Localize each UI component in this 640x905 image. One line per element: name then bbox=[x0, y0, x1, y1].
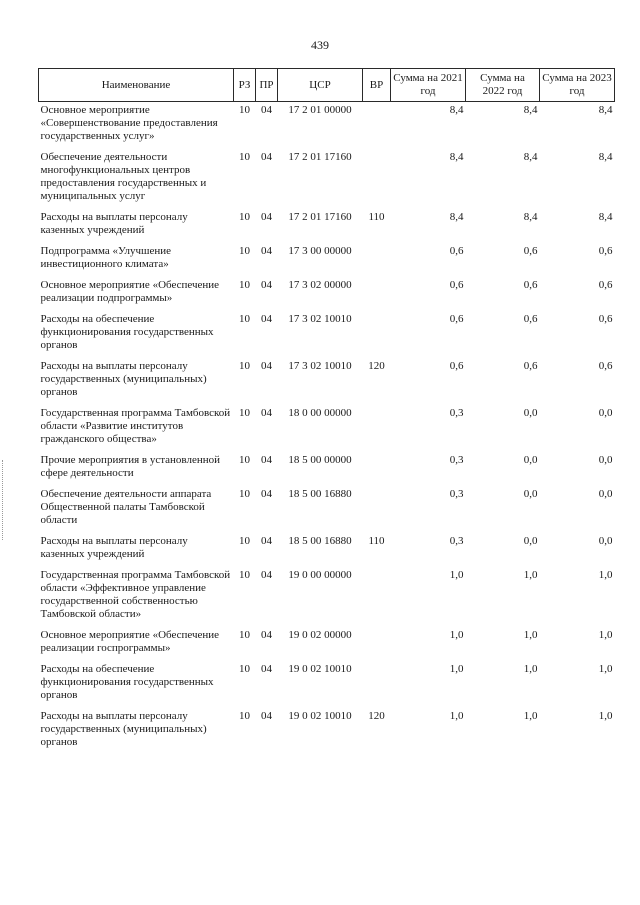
table-row bbox=[39, 405, 615, 452]
table-row bbox=[39, 209, 615, 243]
row-csr: 17 2 01 17160 bbox=[288, 151, 352, 163]
row-sum-2021: 8,4 bbox=[449, 211, 464, 223]
row-csr: 17 3 00 00000 bbox=[288, 245, 352, 257]
row-sum-2021: 0,6 bbox=[449, 245, 464, 257]
row-sum-2023: 8,4 bbox=[598, 104, 613, 116]
row-csr: 17 3 02 10010 bbox=[288, 313, 352, 325]
row-name: Расходы на обеспечение функционирования государственных органов bbox=[40, 663, 214, 701]
table-row bbox=[39, 486, 615, 533]
table-row bbox=[39, 277, 615, 311]
row-rz: 10 bbox=[239, 454, 250, 466]
row-csr: 18 5 00 16880 bbox=[288, 535, 352, 547]
budget-table bbox=[38, 68, 615, 755]
table-body bbox=[39, 102, 615, 756]
row-vr bbox=[363, 405, 391, 452]
row-sum-2023: 1,0 bbox=[598, 663, 613, 675]
row-sum-2023: 8,4 bbox=[598, 211, 613, 223]
row-sum-2023: 1,0 bbox=[598, 629, 613, 641]
row-csr: 19 0 00 00000 bbox=[288, 569, 352, 581]
row-sum-2021: 0,3 bbox=[449, 488, 464, 500]
row-sum-2023: 0,0 bbox=[598, 535, 613, 547]
row-sum-2021: 8,4 bbox=[449, 104, 464, 116]
header-name: Наименование bbox=[39, 69, 234, 102]
row-rz: 10 bbox=[239, 407, 250, 419]
row-rz: 10 bbox=[239, 313, 250, 325]
row-vr: 110 bbox=[368, 535, 385, 547]
row-rz: 10 bbox=[239, 151, 250, 163]
row-sum-2023: 0,6 bbox=[598, 360, 613, 372]
row-vr bbox=[363, 661, 391, 708]
row-rz: 10 bbox=[239, 663, 250, 675]
row-sum-2023: 1,0 bbox=[598, 569, 613, 581]
row-csr: 19 0 02 10010 bbox=[288, 710, 352, 722]
row-name: Обеспечение деятельности многофункциональных центров предоставления государственных и муниципальных услуг bbox=[40, 151, 207, 202]
row-vr bbox=[363, 627, 391, 661]
row-pr: 04 bbox=[261, 104, 272, 116]
table-row bbox=[39, 102, 615, 150]
row-sum-2022: 0,0 bbox=[523, 488, 538, 500]
row-sum-2021: 0,3 bbox=[449, 535, 464, 547]
row-sum-2021: 1,0 bbox=[449, 710, 464, 722]
row-rz: 10 bbox=[239, 535, 250, 547]
row-rz: 10 bbox=[239, 245, 250, 257]
row-sum-2023: 0,6 bbox=[598, 313, 613, 325]
header-2022: Сумма на 2022 год bbox=[466, 69, 540, 102]
table-row bbox=[39, 311, 615, 358]
row-pr: 04 bbox=[261, 629, 272, 641]
margin-mark bbox=[2, 460, 7, 540]
table-row bbox=[39, 627, 615, 661]
row-rz: 10 bbox=[239, 629, 250, 641]
row-vr: 120 bbox=[368, 710, 385, 722]
row-pr: 04 bbox=[261, 407, 272, 419]
row-vr bbox=[363, 277, 391, 311]
row-vr bbox=[363, 311, 391, 358]
row-rz: 10 bbox=[239, 211, 250, 223]
row-pr: 04 bbox=[261, 663, 272, 675]
row-sum-2021: 0,6 bbox=[449, 279, 464, 291]
row-csr: 18 5 00 16880 bbox=[288, 488, 352, 500]
row-sum-2022: 0,0 bbox=[523, 407, 538, 419]
row-sum-2023: 0,6 bbox=[598, 245, 613, 257]
row-pr: 04 bbox=[261, 488, 272, 500]
table-row bbox=[39, 533, 615, 567]
row-name: Расходы на выплаты персоналу государственных (муниципальных) органов bbox=[40, 360, 207, 398]
table-row bbox=[39, 452, 615, 486]
row-sum-2023: 0,0 bbox=[598, 454, 613, 466]
row-name: Расходы на выплаты персоналу казенных учреждений bbox=[40, 535, 188, 560]
row-pr: 04 bbox=[261, 279, 272, 291]
row-pr: 04 bbox=[261, 211, 272, 223]
row-csr: 17 2 01 00000 bbox=[288, 104, 352, 116]
row-sum-2021: 8,4 bbox=[449, 151, 464, 163]
row-name: Обеспечение деятельности аппарата Общественной палаты Тамбовской области bbox=[40, 488, 212, 526]
table-row bbox=[39, 708, 615, 755]
row-vr bbox=[363, 243, 391, 277]
row-sum-2022: 1,0 bbox=[523, 569, 538, 581]
table-row bbox=[39, 358, 615, 405]
row-sum-2022: 0,6 bbox=[523, 360, 538, 372]
page-number: 439 bbox=[311, 38, 329, 52]
row-sum-2023: 1,0 bbox=[598, 710, 613, 722]
row-vr bbox=[363, 486, 391, 533]
row-sum-2022: 8,4 bbox=[523, 211, 538, 223]
row-name: Расходы на выплаты персоналу государственных (муниципальных) органов bbox=[40, 710, 207, 748]
row-vr: 120 bbox=[368, 360, 385, 372]
row-pr: 04 bbox=[261, 710, 272, 722]
row-vr bbox=[363, 567, 391, 627]
row-sum-2023: 8,4 bbox=[598, 151, 613, 163]
row-pr: 04 bbox=[261, 151, 272, 163]
row-sum-2023: 0,0 bbox=[598, 407, 613, 419]
row-rz: 10 bbox=[239, 569, 250, 581]
row-name: Государственная программа Тамбовской области «Эффективное управление государственной собственностью Тамбовской области» bbox=[40, 569, 231, 620]
table-row bbox=[39, 243, 615, 277]
row-vr bbox=[363, 102, 391, 150]
row-sum-2021: 0,3 bbox=[449, 407, 464, 419]
row-rz: 10 bbox=[239, 360, 250, 372]
row-csr: 17 3 02 10010 bbox=[288, 360, 352, 372]
row-sum-2022: 0,6 bbox=[523, 313, 538, 325]
row-rz: 10 bbox=[239, 279, 250, 291]
row-name: Государственная программа Тамбовской области «Развитие институтов гражданского общества» bbox=[40, 407, 231, 445]
row-pr: 04 bbox=[261, 454, 272, 466]
header-2021: Сумма на 2021 год bbox=[391, 69, 466, 102]
header-csr: ЦСР bbox=[278, 69, 363, 102]
header-rz: РЗ bbox=[234, 69, 256, 102]
header-vr: ВР bbox=[363, 69, 391, 102]
row-sum-2022: 1,0 bbox=[523, 629, 538, 641]
header-row bbox=[39, 69, 615, 102]
table-row bbox=[39, 567, 615, 627]
row-sum-2022: 1,0 bbox=[523, 710, 538, 722]
row-vr: 110 bbox=[368, 211, 385, 223]
row-pr: 04 bbox=[261, 535, 272, 547]
row-csr: 17 2 01 17160 bbox=[288, 211, 352, 223]
row-sum-2021: 1,0 bbox=[449, 569, 464, 581]
row-sum-2023: 0,0 bbox=[598, 488, 613, 500]
row-csr: 17 3 02 00000 bbox=[288, 279, 352, 291]
row-sum-2022: 1,0 bbox=[523, 663, 538, 675]
table-row bbox=[39, 661, 615, 708]
row-rz: 10 bbox=[239, 710, 250, 722]
row-sum-2022: 8,4 bbox=[523, 104, 538, 116]
row-sum-2021: 0,3 bbox=[449, 454, 464, 466]
row-pr: 04 bbox=[261, 360, 272, 372]
row-pr: 04 bbox=[261, 569, 272, 581]
row-name: Прочие мероприятия в установленной сфере деятельности bbox=[40, 454, 221, 479]
row-sum-2022: 0,0 bbox=[523, 535, 538, 547]
row-pr: 04 bbox=[261, 245, 272, 257]
row-name: Расходы на выплаты персоналу казенных учреждений bbox=[40, 211, 188, 236]
row-pr: 04 bbox=[261, 313, 272, 325]
row-vr bbox=[363, 452, 391, 486]
header-2023: Сумма на 2023 год bbox=[540, 69, 615, 102]
row-rz: 10 bbox=[239, 104, 250, 116]
row-name: Основное мероприятие «Совершенствование предоставления государственных услуг» bbox=[40, 104, 218, 142]
row-sum-2022: 0,0 bbox=[523, 454, 538, 466]
row-csr: 19 0 02 10010 bbox=[288, 663, 352, 675]
row-sum-2021: 0,6 bbox=[449, 313, 464, 325]
row-csr: 19 0 02 00000 bbox=[288, 629, 352, 641]
row-sum-2021: 1,0 bbox=[449, 663, 464, 675]
row-sum-2021: 1,0 bbox=[449, 629, 464, 641]
row-rz: 10 bbox=[239, 488, 250, 500]
row-name: Основное мероприятие «Обеспечение реализации госпрограммы» bbox=[40, 629, 220, 654]
row-sum-2023: 0,6 bbox=[598, 279, 613, 291]
header-pr: ПР bbox=[256, 69, 278, 102]
row-name: Расходы на обеспечение функционирования государственных органов bbox=[40, 313, 214, 351]
row-name: Подпрограмма «Улучшение инвестиционного климата» bbox=[40, 245, 172, 270]
row-sum-2022: 0,6 bbox=[523, 279, 538, 291]
table-row bbox=[39, 149, 615, 209]
row-sum-2022: 8,4 bbox=[523, 151, 538, 163]
row-csr: 18 5 00 00000 bbox=[288, 454, 352, 466]
budget-table-container bbox=[38, 68, 614, 755]
row-csr: 18 0 00 00000 bbox=[288, 407, 352, 419]
row-sum-2022: 0,6 bbox=[523, 245, 538, 257]
row-vr bbox=[363, 149, 391, 209]
row-name: Основное мероприятие «Обеспечение реализации подпрограммы» bbox=[40, 279, 220, 304]
row-sum-2021: 0,6 bbox=[449, 360, 464, 372]
